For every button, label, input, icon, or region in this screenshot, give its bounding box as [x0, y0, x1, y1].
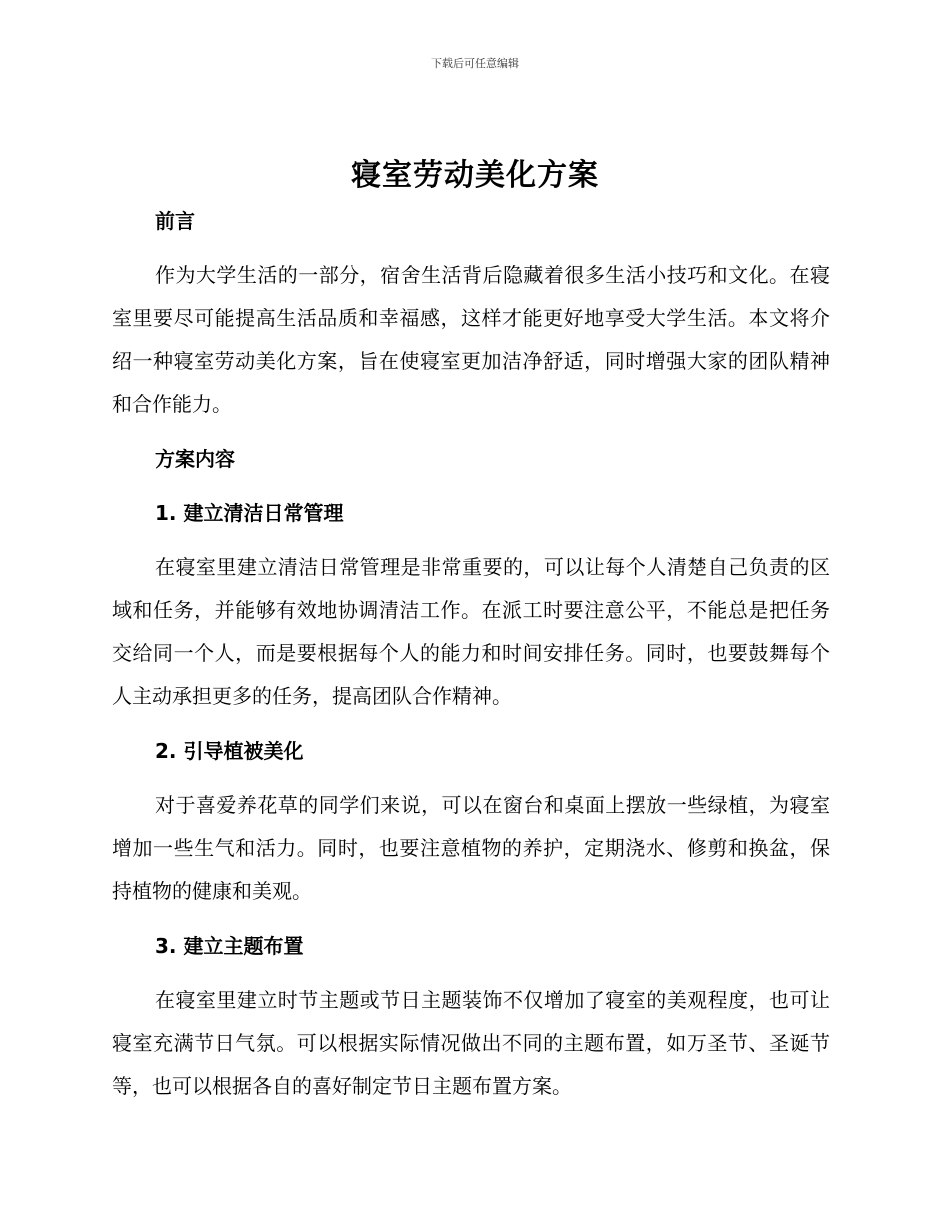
item2-heading: 2. 引导植被美化	[155, 739, 304, 763]
item2-paragraph: 对于喜爱养花草的同学们来说，可以在窗台和桌面上摆放一些绿植，为寝室增加一些生气和活力。同时，也要注意植物的养护，定期浇水、修剪和换盆，保持植物的健康和美观。	[112, 793, 830, 903]
item1-paragraph: 在寝室里建立清洁日常管理是非常重要的，可以让每个人清楚自己负责的区域和任务，并能够有效地协调清洁工作。在派工时要注意公平，不能总是把任务交给同一个人，而是要根据每个人的能力和时间安排任务。同时，也要鼓舞每个人主动承担更多的任务，提高团队合作精神。	[112, 555, 830, 708]
preface-paragraph: 作为大学生活的一部分，宿舍生活背后隐藏着很多生活小技巧和文化。在寝室里要尽可能提高生活品质和幸福感，这样才能更好地享受大学生活。本文将介绍一种寝室劳动美化方案，旨在使寝室更加洁净舒适，同时增强大家的团队精神和合作能力。	[112, 263, 830, 416]
page-title: 寝室劳动美化方案	[351, 158, 599, 193]
item3-paragraph: 在寝室里建立时节主题或节日主题装饰不仅增加了寝室的美观程度，也可让寝室充满节日气氛。可以根据实际情况做出不同的主题布置，如万圣节、圣诞节等，也可以根据各自的喜好制定节日主题布置方案。	[112, 988, 830, 1098]
item1-heading: 1. 建立清洁日常管理	[155, 501, 344, 525]
header-note: 下载后可任意编辑	[431, 57, 519, 70]
preface-heading: 前言	[155, 209, 195, 233]
item3-heading: 3. 建立主题布置	[155, 934, 304, 958]
content-heading: 方案内容	[155, 447, 235, 471]
document-body	[112, 200, 830, 1108]
